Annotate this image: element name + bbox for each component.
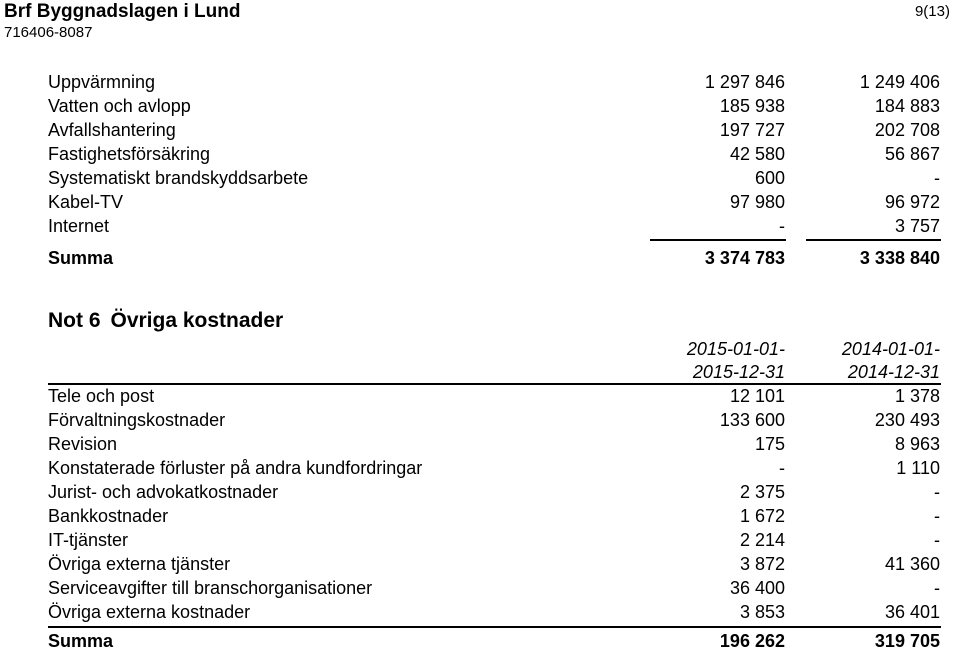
header-rule bbox=[48, 383, 941, 385]
total-label: Summa bbox=[48, 248, 114, 268]
table-row bbox=[0, 482, 960, 506]
current-year-value: 1 672 bbox=[739, 506, 785, 526]
current-year-value: 3 872 bbox=[739, 554, 785, 574]
table-row bbox=[0, 434, 960, 458]
row-label: Vatten och avlopp bbox=[48, 96, 191, 116]
total-current-value: 196 262 bbox=[719, 631, 785, 651]
current-year-value: 175 bbox=[754, 434, 785, 454]
current-year-value: 2 375 bbox=[739, 482, 785, 502]
table-row bbox=[0, 72, 960, 96]
note-number: Not 6 bbox=[48, 309, 101, 332]
row-label: Uppvärmning bbox=[48, 72, 156, 92]
table-row bbox=[0, 458, 960, 482]
previous-year-value: - bbox=[934, 506, 940, 526]
table-row bbox=[0, 386, 960, 410]
table-row bbox=[0, 602, 960, 626]
row-label: Bankkostnader bbox=[48, 506, 169, 526]
row-label: Övriga externa tjänster bbox=[48, 554, 231, 574]
row-label: Serviceavgifter till branschorganisationer bbox=[48, 578, 373, 598]
table-row bbox=[0, 506, 960, 530]
period-current-start: 2015-01-01- bbox=[686, 339, 785, 359]
organization-number: 716406-8087 bbox=[4, 24, 93, 41]
table-row bbox=[0, 168, 960, 192]
previous-year-value: - bbox=[934, 530, 940, 550]
previous-year-value: - bbox=[934, 168, 940, 188]
previous-year-value: 56 867 bbox=[884, 144, 940, 164]
table-row bbox=[0, 144, 960, 168]
previous-year-value: 41 360 bbox=[884, 554, 940, 574]
previous-year-value: - bbox=[934, 482, 940, 502]
current-year-value: 36 400 bbox=[729, 578, 785, 598]
period-current-end: 2015-12-31 bbox=[692, 362, 785, 382]
subtotal-rule bbox=[48, 626, 941, 628]
row-label: Systematiskt brandskyddsarbete bbox=[48, 168, 309, 188]
row-label: Avfallshantering bbox=[48, 120, 176, 140]
row-label: IT-tjänster bbox=[48, 530, 129, 550]
current-year-value: 97 980 bbox=[729, 192, 785, 212]
row-label: Fastighetsförsäkring bbox=[48, 144, 211, 164]
previous-year-value: 1 378 bbox=[894, 386, 940, 406]
row-label: Jurist- och advokatkostnader bbox=[48, 482, 279, 502]
row-label: Kabel-TV bbox=[48, 192, 124, 212]
previous-year-value: 230 493 bbox=[874, 410, 940, 430]
current-year-value: 600 bbox=[754, 168, 785, 188]
current-year-value: 3 853 bbox=[739, 602, 785, 622]
period-previous-start: 2014-01-01- bbox=[841, 339, 940, 359]
current-year-value: - bbox=[779, 216, 785, 236]
row-label: Revision bbox=[48, 434, 118, 454]
previous-year-value: 1 249 406 bbox=[859, 72, 940, 92]
current-year-value: 197 727 bbox=[719, 120, 785, 140]
previous-year-value: 1 110 bbox=[896, 458, 940, 478]
note-title: Övriga kostnader bbox=[110, 309, 284, 332]
subtotal-rule-current bbox=[650, 239, 786, 241]
organization-name: Brf Byggnadslagen i Lund bbox=[4, 1, 241, 22]
page-number: 9(13) bbox=[914, 3, 950, 20]
previous-year-value: 202 708 bbox=[874, 120, 940, 140]
subtotal-rule-previous bbox=[806, 239, 941, 241]
row-label: Förvaltningskostnader bbox=[48, 410, 226, 430]
previous-year-value: 96 972 bbox=[884, 192, 940, 212]
row-label: Internet bbox=[48, 216, 110, 236]
table-row bbox=[0, 192, 960, 216]
previous-year-value: 8 963 bbox=[894, 434, 940, 454]
table-row bbox=[0, 96, 960, 120]
period-previous-end: 2014-12-31 bbox=[847, 362, 940, 382]
previous-year-value: 3 757 bbox=[894, 216, 940, 236]
current-year-value: - bbox=[779, 458, 785, 478]
current-year-value: 12 101 bbox=[729, 386, 785, 406]
current-year-value: 185 938 bbox=[719, 96, 785, 116]
table-row bbox=[0, 530, 960, 554]
table-row bbox=[0, 216, 960, 240]
total-label: Summa bbox=[48, 631, 114, 651]
table-row bbox=[0, 120, 960, 144]
previous-year-value: 36 401 bbox=[884, 602, 940, 622]
current-year-value: 42 580 bbox=[729, 144, 785, 164]
table-row bbox=[0, 410, 960, 434]
row-label: Övriga externa kostnader bbox=[48, 602, 251, 622]
note-heading bbox=[48, 309, 283, 333]
previous-year-value: 184 883 bbox=[874, 96, 940, 116]
current-year-value: 133 600 bbox=[719, 410, 785, 430]
row-label: Konstaterade förluster på andra kundfordringar bbox=[48, 458, 423, 478]
total-row bbox=[0, 248, 960, 272]
total-previous-value: 3 338 840 bbox=[859, 248, 940, 268]
row-label: Tele och post bbox=[48, 386, 155, 406]
total-previous-value: 319 705 bbox=[874, 631, 940, 651]
table-row bbox=[0, 578, 960, 602]
current-year-value: 2 214 bbox=[739, 530, 785, 550]
previous-year-value: - bbox=[934, 578, 940, 598]
current-year-value: 1 297 846 bbox=[704, 72, 785, 92]
table-row bbox=[0, 554, 960, 578]
total-row bbox=[0, 631, 960, 655]
total-current-value: 3 374 783 bbox=[704, 248, 785, 268]
